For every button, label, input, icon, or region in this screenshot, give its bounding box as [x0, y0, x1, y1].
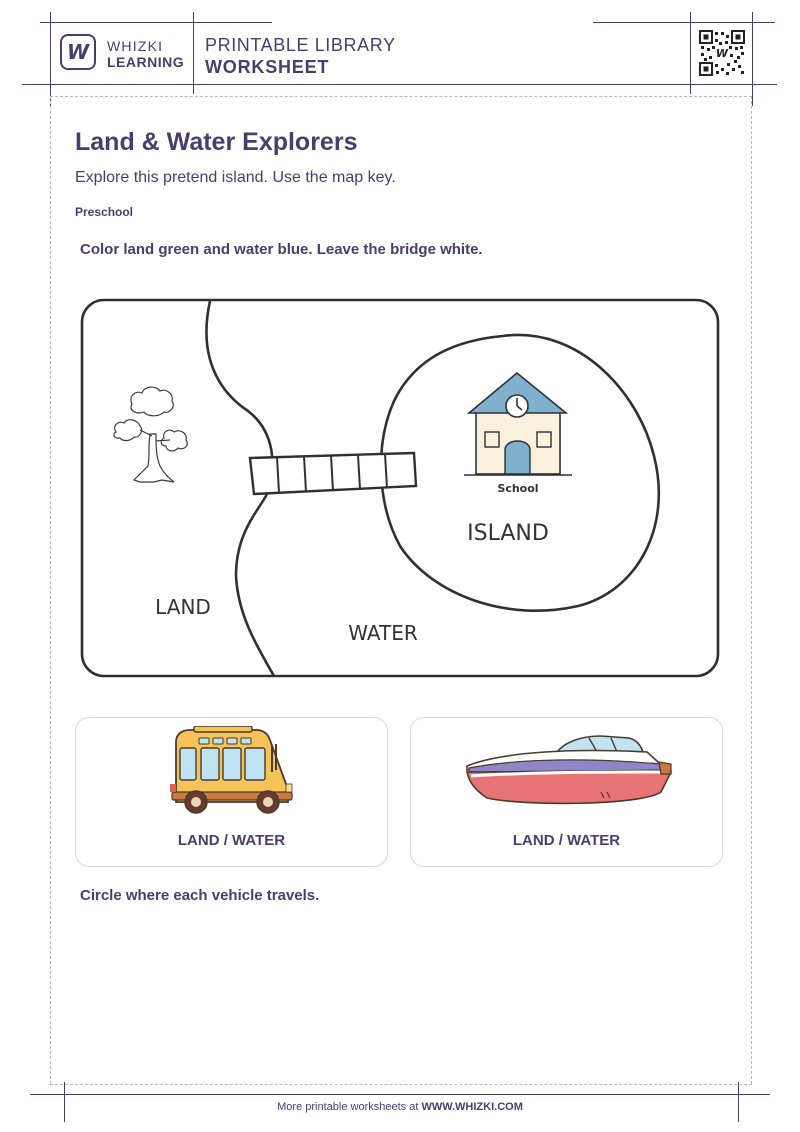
vehicle-card-bus — [75, 717, 388, 867]
vehicle-card-boat — [410, 717, 723, 867]
qr-code-icon[interactable] — [699, 30, 745, 76]
footer-prefix: More printable worksheets at — [277, 1101, 419, 1113]
svg-text:W: W — [715, 47, 729, 60]
page-border-right — [751, 96, 752, 1084]
footer-text — [0, 1101, 800, 1113]
page-border-top — [50, 96, 752, 97]
page-border-bottom — [50, 1084, 752, 1085]
worksheet-subtitle: Explore this pretend island. Use the map key. — [75, 169, 396, 186]
logo-letter: W — [66, 40, 90, 64]
footer-rule — [30, 1094, 770, 1095]
brand-name-top: WHIZKI — [107, 38, 164, 54]
header-divider-far-right — [752, 12, 753, 106]
header-divider-right — [690, 12, 691, 94]
island-map — [78, 296, 722, 682]
bus-answer-options[interactable]: LAND / WATER — [177, 832, 286, 849]
island-label: ISLAND — [467, 521, 549, 546]
land-label: LAND — [155, 595, 211, 619]
page-border-left — [50, 96, 51, 1084]
boat-icon — [461, 728, 675, 814]
school-label: School — [497, 482, 539, 495]
bus-icon — [166, 726, 300, 818]
water-label: WATER — [348, 621, 418, 645]
bridge — [250, 453, 416, 494]
footer-link[interactable]: WWW.WHIZKI.COM — [421, 1101, 523, 1113]
worksheet-title: Land & Water Explorers — [75, 128, 358, 156]
coloring-instruction: Color land green and water blue. Leave the bridge white. — [80, 241, 483, 258]
vehicle-instruction: Circle where each vehicle travels. — [80, 887, 320, 904]
header-library-label: PRINTABLE LIBRARY — [205, 35, 396, 55]
header-divider-mid — [193, 12, 194, 94]
header-divider-left — [50, 12, 51, 106]
header-worksheet-label: WORKSHEET — [205, 57, 330, 77]
brand-name-bottom: LEARNING — [107, 54, 185, 70]
boat-answer-options[interactable]: LAND / WATER — [512, 832, 621, 849]
header-top-rule-right — [593, 22, 775, 23]
header-top-rule-left — [40, 22, 272, 23]
grade-level-label: Preschool — [75, 205, 134, 219]
header-bottom-rule — [22, 84, 777, 85]
whizki-logo[interactable] — [60, 34, 96, 70]
